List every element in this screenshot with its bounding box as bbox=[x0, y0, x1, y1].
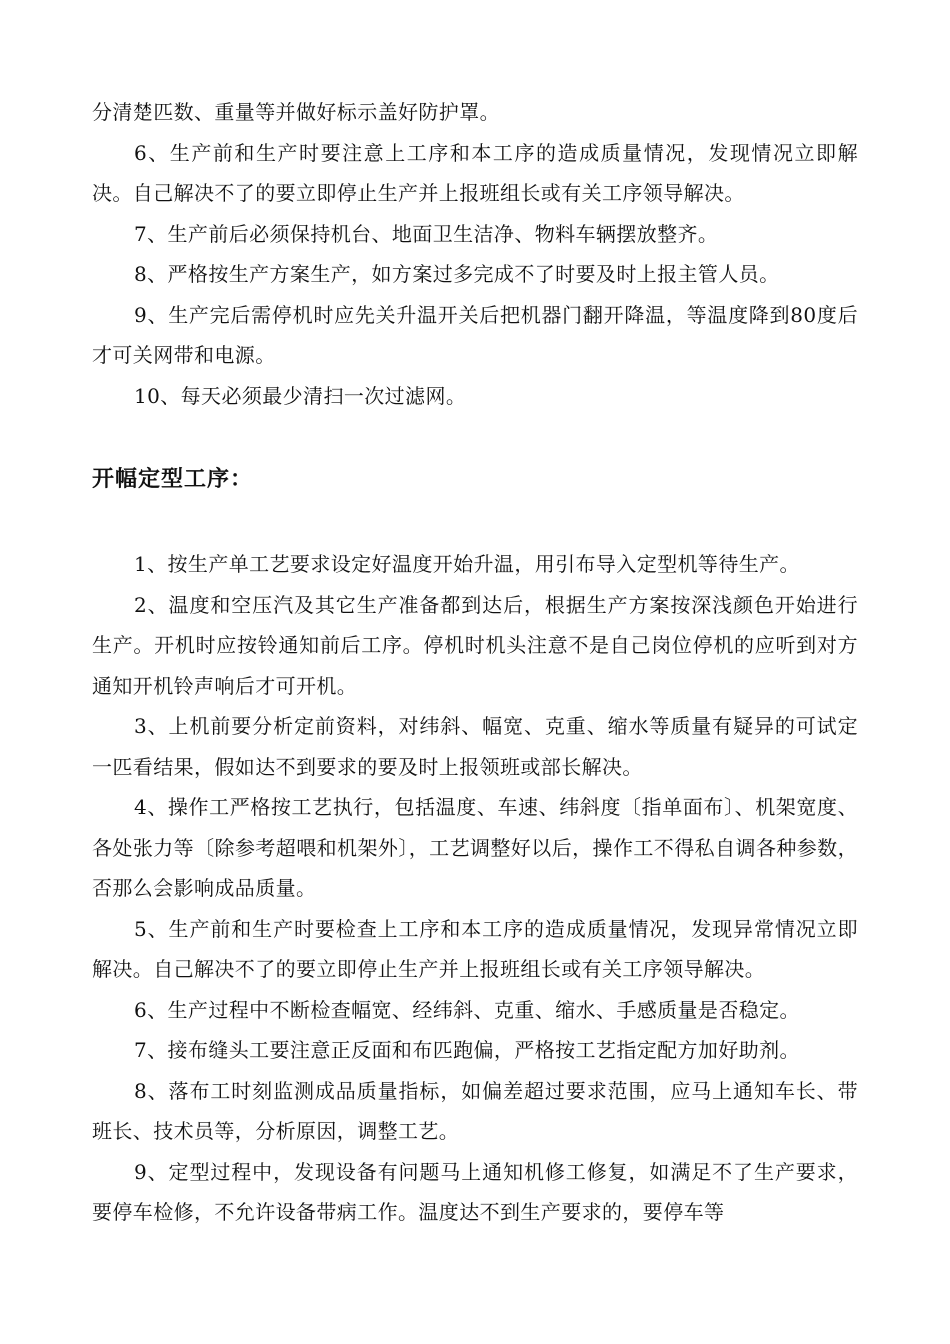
paragraph-item-1: 1、按生产单工艺要求设定好温度开始升温，用引布导入定型机等待生产。 bbox=[134, 552, 800, 576]
paragraph-item-7: 7、生产前后必须保持机台、地面卫生洁净、物料车辆摆放整齐。 bbox=[134, 221, 719, 246]
section-heading: 开幅定型工序： bbox=[92, 467, 254, 492]
paragraph-item-10: 10、每天必须最少清扫一次过滤网。 bbox=[134, 383, 467, 408]
paragraph-item-7b: 7、接布缝头工要注意正反面和布匹跑偏，严格按工艺指定配方加好助剂。 bbox=[134, 1038, 800, 1062]
paragraph-item-6b: 6、生产过程中不断检查幅宽、经纬斜、克重、缩水、手感质量是否稳定。 bbox=[134, 997, 800, 1022]
paragraph-item-9b: 9、定型过程中，发现设备有问题马上通知机修工修复，如满足不了生产要求，要停车检修，不允许设备带病工作。温度达不到生产要求的，要停车等 bbox=[92, 1159, 858, 1224]
paragraph-item-9: 9、生产完后需停机时应先关升温开关后把机器门翻开降温，等温度降到80度后才可关网带和电源。 bbox=[92, 302, 858, 367]
paragraph-item-3: 3、上机前要分析定前资料，对纬斜、幅宽、克重、缩水等质量有疑异的可试定一匹看结果，假如达不到要求的要及时上报领班或部长解决。 bbox=[92, 714, 858, 779]
paragraph-item-4: 4、操作工严格按工艺执行，包括温度、车速、纬斜度〔指单面布〕、机架宽度、各处张力等〔除参考超喂和机架外〕，工艺调整好以后，操作工不得私自调各种参数，否那么会影响成品质量。 bbox=[92, 795, 858, 900]
paragraph-item-8b: 8、落布工时刻监测成品质量指标，如偏差超过要求范围，应马上通知车长、带班长、技术员等，分析原因，调整工艺。 bbox=[92, 1078, 858, 1143]
paragraph-continuation: 分清楚匹数、重量等并做好标示盖好防护罩。 bbox=[92, 100, 500, 124]
paragraph-item-8: 8、严格按生产方案生产，如方案过多完成不了时要及时上报主管人员。 bbox=[134, 262, 780, 286]
paragraph-item-5: 5、生产前和生产时要检查上工序和本工序的造成质量情况，发现异常情况立即解决。自己解决不了的要立即停止生产并上报班组长或有关工序领导解决。 bbox=[92, 916, 858, 981]
paragraph-item-2: 2、温度和空压汽及其它生产准备都到达后，根据生产方案按深浅颜色开始进行生产。开机时应按铃通知前后工序。停机时机头注意不是自己岗位停机的应听到对方通知开机铃声响后才可开机。 bbox=[92, 592, 858, 698]
paragraph-item-6: 6、生产前和生产时要注意上工序和本工序的造成质量情况，发现情况立即解决。自己解决不了的要立即停止生产并上报班组长或有关工序领导解决。 bbox=[92, 140, 858, 205]
document-body bbox=[92, 92, 858, 1233]
